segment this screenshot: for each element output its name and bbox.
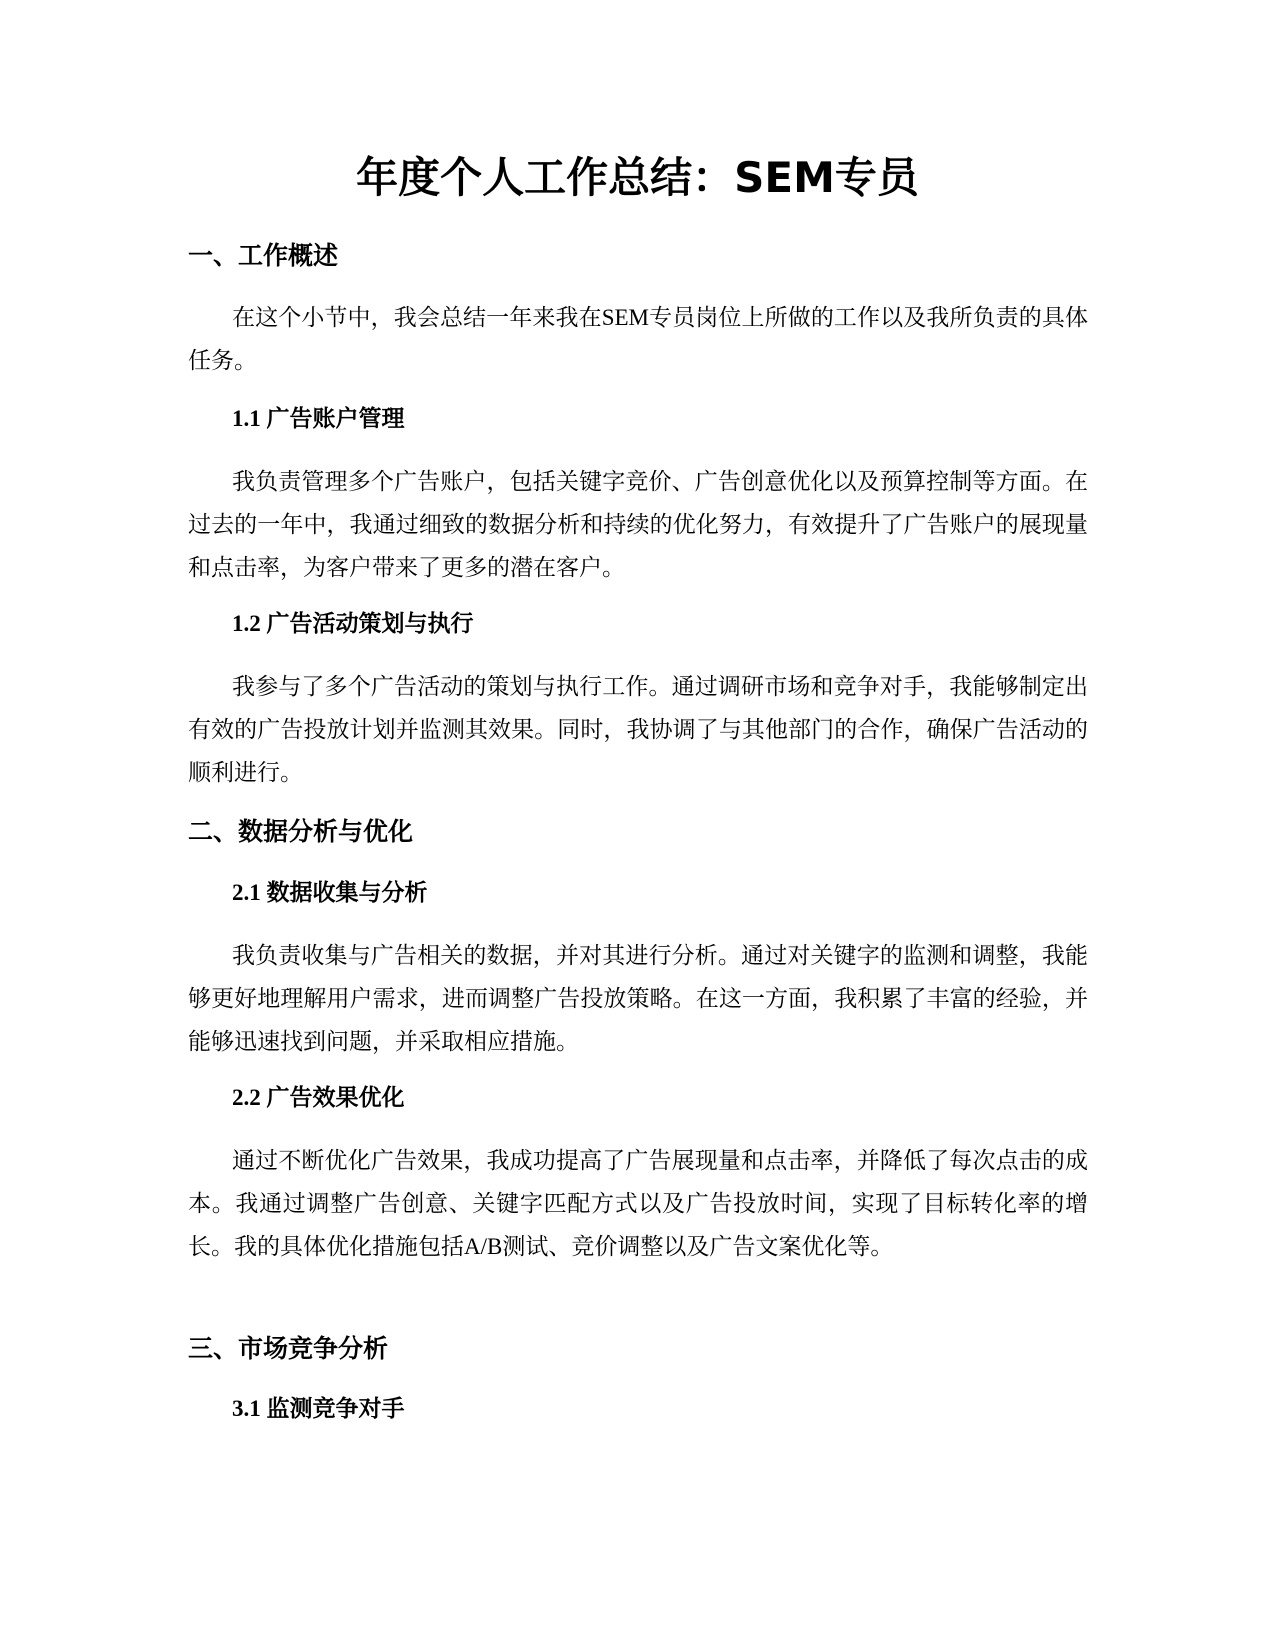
subsection-body-ad-campaign: 我参与了多个广告活动的策划与执行工作。通过调研市场和竞争对手，我能够制定出有效的广告投放计划并监测其效果。同时，我协调了与其他部门的合作，确保广告活动的顺利进行。 (188, 674, 1088, 785)
section-heading-data-analysis: 二、数据分析与优化 (188, 817, 414, 846)
subsection-heading-monitor-competitors: 3.1 监测竞争对手 (232, 1396, 405, 1421)
subsection-heading-ad-optimization: 2.2 广告效果优化 (232, 1085, 405, 1110)
subsection-body-ad-account: 我负责管理多个广告账户，包括关键字竞价、广告创意优化以及预算控制等方面。在过去的一年中，我通过细致的数据分析和持续的优化努力，有效提升了广告账户的展现量和点击率，为客户带来了更多的潜在客户。 (188, 469, 1088, 580)
document-title: 年度个人工作总结：SEM专员 (356, 153, 919, 202)
section-overview-intro: 在这个小节中，我会总结一年来我在SEM专员岗位上所做的工作以及我所负责的具体任务。 (188, 305, 1088, 373)
subsection-heading-ad-account: 1.1 广告账户管理 (232, 406, 405, 431)
section-heading-overview: 一、工作概述 (188, 241, 339, 270)
subsection-heading-data-collection: 2.1 数据收集与分析 (232, 880, 428, 905)
subsection-heading-ad-campaign: 1.2 广告活动策划与执行 (232, 611, 474, 636)
subsection-body-data-collection: 我负责收集与广告相关的数据，并对其进行分析。通过对关键字的监测和调整，我能够更好地理解用户需求，进而调整广告投放策略。在这一方面，我积累了丰富的经验，并能够迅速找到问题，并采取相应措施。 (188, 943, 1088, 1054)
section-heading-market-competition: 三、市场竞争分析 (188, 1334, 389, 1363)
subsection-body-ad-optimization: 通过不断优化广告效果，我成功提高了广告展现量和点击率，并降低了每次点击的成本。我通过调整广告创意、关键字匹配方式以及广告投放时间，实现了目标转化率的增长。我的具体优化措施包括A/B测试、竞价调整以及广告文案优化等。 (188, 1148, 1088, 1259)
